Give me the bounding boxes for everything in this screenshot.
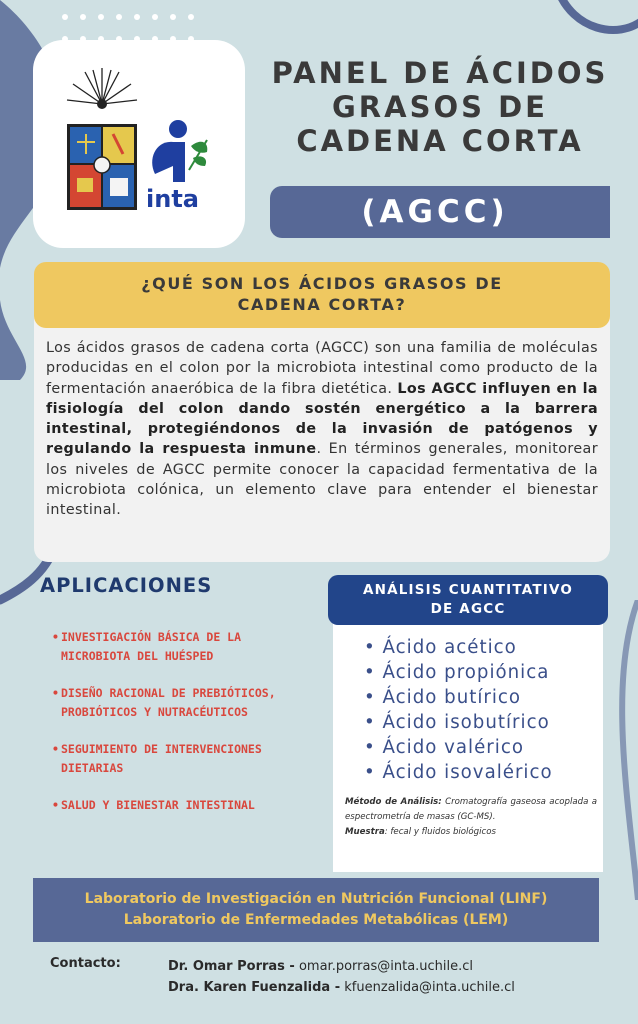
applications-list [52,628,314,833]
quantitative-analysis-heading [328,575,608,625]
text-segment-bold: Los AGCC influyen en la fisiología del colon dando sostén energético a la barrera intestinal, protegiéndonos de la invasión de patógenos y regulando la respuesta inmune [46,380,598,458]
list-item: • Ácido valérico [364,735,553,760]
list-item: • Ácido acético [364,635,553,660]
text-segment: Los ácidos grasos de cadena corta (AGCC) son una familia de moléculas producidas en el colon por la microbiota intestinal como producto de la fermentación anaeróbica de la fibra dietética. [46,340,598,397]
decorative-curve-right-bottom [598,600,638,900]
acids-list [364,635,553,785]
acronym-banner: (AGCC) [270,186,610,238]
what-are-scfa-text [46,338,598,521]
method-label: Método de Análisis: [345,797,442,807]
contact-line [168,977,515,998]
logo-card [33,40,245,248]
contact-email[interactable]: omar.porras@inta.uchile.cl [294,959,474,974]
list-item: • Ácido isobutírico [364,710,553,735]
title-line: PANEL DE ÁCIDOS [271,56,609,90]
list-item: • Ácido butírico [364,685,553,710]
heading-line: CADENA CORTA? [237,295,407,314]
lab-name: Laboratorio de Enfermedades Metabólicas (LEM) [123,912,509,928]
contact-name: Dra. Karen Fuenzalida - [168,980,341,995]
universidad-de-chile-crest-icon [63,66,141,216]
heading-line: DE AGCC [430,601,506,617]
heading-line: ANÁLISIS CUANTITATIVO [362,582,574,598]
list-item: • INVESTIGACIÓN BÁSICA DE LA MICROBIOTA DEL HUÉSPED [52,628,314,666]
inta-wordmark: inta [146,185,199,213]
list-item: • DISEÑO RACIONAL DE PREBIÓTICOS, PROBIÓTICOS Y NUTRACÉUTICOS [52,684,314,722]
contact-email[interactable]: kfuenzalida@inta.uchile.cl [340,980,515,995]
what-are-scfa-heading [34,262,610,328]
contact-list [168,956,515,998]
lab-name: Laboratorio de Investigación en Nutrición Funcional (LINF) [84,891,548,907]
contact-name: Dr. Omar Porras - [168,959,295,974]
method-note [345,795,597,840]
list-item: • SALUD Y BIENESTAR INTESTINAL [52,796,314,815]
decorative-dots [62,14,206,42]
sample-label: Muestra [345,827,385,837]
heading-line: ¿QUÉ SON LOS ÁCIDOS GRASOS DE [141,274,503,293]
method-text: Cromatografía gaseosa acoplada a espectrometría de masas (GC-MS). [345,797,598,822]
page-title [250,56,630,158]
applications-title: APLICACIONES [40,574,213,597]
sample-text: : fecal y fluidos biológicos [384,827,496,837]
what-are-scfa-section [34,262,610,562]
decorative-curve-right [538,0,638,60]
list-item: • Ácido propiónica [364,660,553,685]
title-line: CADENA CORTA [296,124,584,158]
title-line: GRASOS DE [332,90,548,124]
contact-label: Contacto: [50,956,121,971]
laboratories-banner [33,878,599,942]
list-item: • SEGUIMIENTO DE INTERVENCIONES DIETARIAS [52,740,314,778]
inta-logo-icon [143,118,213,188]
text-segment: . En términos generales, monitorear los niveles de AGCC permite conocer la capacidad fermentativa de la microbiota colónica, un elemento clave para entender el bienestar intestinal. [46,441,598,519]
list-item: • Ácido isovalérico [364,760,553,785]
contact-line [168,956,515,977]
